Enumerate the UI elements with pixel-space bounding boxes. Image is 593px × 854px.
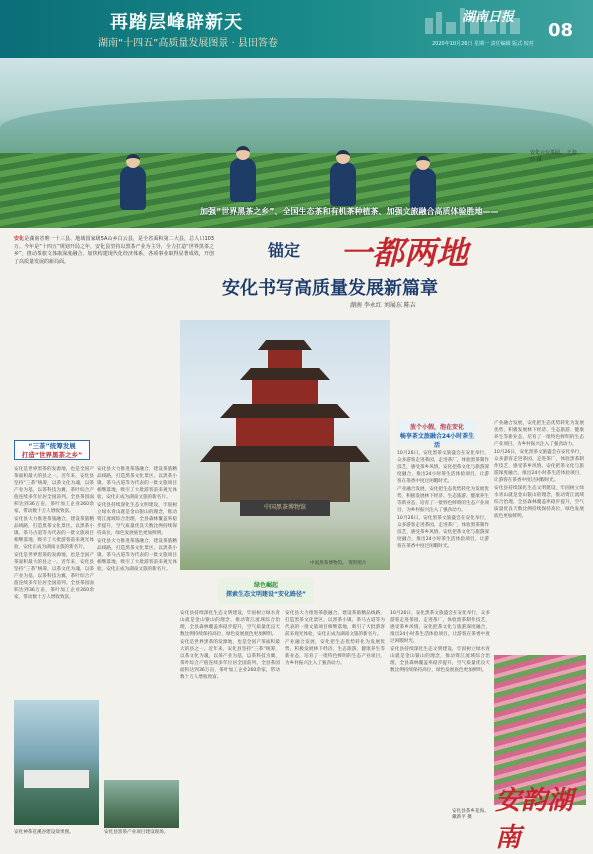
column-text: 产业融合发展，安化把生态优势转化为发展优势，积极发展林下经济、生态旅游、健康养生等新业态，培育了一批特色鲜明的生态产业项目，为乡村振兴注入了强劲动力。 <box>397 487 489 513</box>
column-text: 产业融合发展，安化把生态优势转化为发展优势，积极发展林下经济、生态旅游、健康养生等新业态，培育了一批特色鲜明的生态产业项目，为乡村振兴注入了强劲动力。 <box>494 421 584 447</box>
issue-meta: 2020年10月26日 星期一 责任编辑 版式 校对 <box>432 41 534 47</box>
bottom-mid-caption: 安化县黑茶产业项目建设现场。 <box>104 830 169 835</box>
column-text: 安化县持续深化生态文明建设，牢固树立绿水青山就是金山银山的理念，推动资江流域综合治理，全县森林覆盖率稳步提升，空气质量优良天数比例持续保持高位，绿色发展底色更加鲜明。 <box>494 486 584 519</box>
column-text: 10月26日，安化黑茶文旅盛会在安化举行，众多游客走进茶园、走进茶厂，体验黑茶制作技艺，感受茶乡风情。安化把茶文化与旅游深度融合，推出24小时茶生活体验项目，让游客在茶香中度过闲暇时光。 <box>390 611 490 644</box>
column-text: 安化县持续深化生态文明建设，牢固树立绿水青山就是金山银山的理念，推动资江流域综合治理，全县森林覆盖率稳步提升，空气质量优良天数比例持续保持高位，绿色发展底色更加鲜明。 <box>97 503 177 536</box>
column-text: 安化县大力推进茶旅融合，建设茶旅精品线路，打造黑茶文化景区。以黑茶小镇、茶马古道等为代表的一批文旅项目相继落地，吸引了大批游客前来观光体验，安化正成为湖南文旅的新名片。 <box>14 517 94 550</box>
column-text: 安化县大力推进茶旅融合，建设茶旅精品线路，打造黑茶文化景区。以黑茶小镇、茶马古道等为代表的一批文旅项目相继落地，吸引了大批游客前来观光体验，安化正成为湖南文旅的新名片。 <box>97 467 177 500</box>
subhead-3-line1: 绿色崛起 <box>253 582 278 589</box>
bottom-left-caption: 安化神茶花溪谷建设效果图。 <box>14 830 74 835</box>
tea-picker-figure <box>230 158 256 202</box>
article-column-6 <box>285 610 385 810</box>
hero-overlay-text: 加强“世界黑茶之乡”、全国生态茶和有机茶种植茶、加强文旅融合高质体验胜地—— <box>200 207 499 216</box>
dam-shape <box>24 770 89 788</box>
subhead-tag-2 <box>397 420 477 449</box>
column-text: 安化县持续深化生态文明建设，牢固树立绿水青山就是金山银山的理念，推动资江流域综合治理，全县森林覆盖率稳步提升，空气质量优良天数比例持续保持高位，绿色发展底色更加鲜明。 <box>180 611 280 637</box>
column-text: 产业融合发展，安化把生态优势转化为发展优势，积极发展林下经济、生态旅游、健康养生等新业态，培育了一批特色鲜明的生态产业项目，为乡村振兴注入了强劲动力。 <box>285 640 385 666</box>
newspaper-logo: 湖南日报 <box>462 10 515 25</box>
hero-caption: 安化云台茶园。 王劲玲 摄 <box>530 150 577 163</box>
section-title: 再踏层峰辟新天 <box>110 12 243 33</box>
subhead-tag-3 <box>218 578 314 604</box>
roof-shape <box>258 340 312 350</box>
headline-prefix: 锚定 <box>268 241 301 260</box>
section-subtitle: 湖南“十四五”高质量发展图景 · 县田答卷 <box>98 38 278 49</box>
subhead-1-line2: 打造“世界黑茶之乡” <box>21 451 83 459</box>
wall-shape <box>236 418 334 446</box>
column-text: 10月26日，安化黑茶文旅盛会在安化举行，众多游客走进茶园、走进茶厂，体验黑茶制作技艺，感受茶乡风情。安化把茶文化与旅游深度融合，推出24小时茶生活体验项目，让游客在茶香中度过闲暇时光。 <box>397 516 489 549</box>
wall-shape <box>252 380 318 404</box>
article-column-5 <box>180 610 280 810</box>
page-number: 08 <box>548 20 574 41</box>
column-text: 10月26日，安化黑茶文旅盛会在安化举行，众多游客走进茶园、走进茶厂，体验黑茶制作技艺，感受茶乡风情。安化把茶文化与旅游深度融合，推出24小时茶生活体验项目，让游客在茶香中度过闲暇时光。 <box>397 451 489 484</box>
hero-photo-tea-garden <box>0 58 593 228</box>
roof-shape <box>240 368 330 380</box>
tea-picker-figure <box>330 162 356 206</box>
wall-shape <box>268 350 302 368</box>
column-text: 安化县持续深化生态文明建设，牢固树立绿水青山就是金山银山的理念，推动资江流域综合治理，全县森林覆盖率稳步提升，空气质量优良天数比例持续保持高位，绿色发展底色更加鲜明。 <box>390 647 490 673</box>
lead-paragraph <box>14 236 214 266</box>
lead-dropcap: 安化 <box>14 236 25 242</box>
masthead <box>0 0 593 58</box>
column-text: 安化是世界黑茶的发源地，也是全国产茶面积最大的县之一。近年来，安化县坚持“三茶”统筹，以茶文化为魂，以茶产业为基，以茶科技为翼，茶叶综合产值连续多年位居全国前列。全县茶园面积达到36万亩，茶叶加工企业260余家，带动数十万人增收致富。 <box>14 553 94 600</box>
tea-picker-figure <box>120 166 146 210</box>
headline-calligraphy: 一都两地 <box>340 234 469 272</box>
base-building <box>220 462 350 502</box>
subhead-tag-1 <box>14 440 90 460</box>
article-column-2 <box>97 466 177 766</box>
roof-shape <box>200 446 370 462</box>
project-photo <box>104 780 179 828</box>
byline: 湖南 李永红 刘展东 陈吉 <box>350 302 416 309</box>
mountain-shape <box>0 98 593 158</box>
subhead-2-line2: 畅享茶文旅融合24小时茶生活 <box>399 433 475 449</box>
headline-subtitle: 安化书写高质量发展新篇章 <box>222 278 438 299</box>
article-column-4 <box>494 420 584 650</box>
subhead-1-line1: “三茶”统筹发展 <box>28 442 76 450</box>
article-column-7 <box>390 610 490 810</box>
pavilion-photo <box>180 320 390 570</box>
column-text: 安化县大力推进茶旅融合，建设茶旅精品线路，打造黑茶文化景区。以黑茶小镇、茶马古道等为代表的一批文旅项目相继落地，吸引了大批游客前来观光体验，安化正成为湖南文旅的新名片。 <box>97 539 177 572</box>
headline-block <box>220 228 593 313</box>
column-logo-stamp: 安韵湖南 <box>495 786 574 853</box>
bottom-right-caption: 安化县茶乡花海。 戴新平 摄 <box>452 809 489 820</box>
column-text: 安化是世界黑茶的发源地，也是全国产茶面积最大的县之一。近年来，安化县坚持“三茶”统筹，以茶文化为魂，以茶产业为基，以茶科技为翼，茶叶综合产值连续多年位居全国前列。全县茶园面积达到36万亩，茶叶加工企业260余家，带动数十万人增收致富。 <box>14 467 94 514</box>
museum-sign: 中国黑茶博物馆 <box>240 500 330 516</box>
subhead-3-line2: 探索生态文明建设“安化路径” <box>226 591 306 598</box>
column-text: 安化是世界黑茶的发源地，也是全国产茶面积最大的县之一。近年来，安化县坚持“三茶”统筹，以茶文化为魂，以茶产业为基，以茶科技为翼，茶叶综合产值连续多年位居全国前列。全县茶园面积达到36万亩，茶叶加工企业260余家，带动数十万人增收致富。 <box>180 640 280 680</box>
subhead-2-line1: 放个小假，泡在安化 <box>409 424 464 431</box>
column-text: 安化县大力推进茶旅融合，建设茶旅精品线路，打造黑茶文化景区。以黑茶小镇、茶马古道等为代表的一批文旅项目相继落地，吸引了大批游客前来观光体验，安化正成为湖南文旅的新名片。 <box>285 611 385 637</box>
dam-photo <box>14 700 99 825</box>
column-text: 10月26日，安化黑茶文旅盛会在安化举行，众多游客走进茶园、走进茶厂，体验黑茶制作技艺，感受茶乡风情。安化把茶文化与旅游深度融合，推出24小时茶生活体验项目，让游客在茶香中度过闲暇时光。 <box>494 450 584 483</box>
pavilion-caption: 中国黑茶博物馆。 资料照片 <box>310 561 367 566</box>
lead-text: 是湖南省唯一十三县、地域国家级5A山乡白云县，是全省面积第二大县，总人口103万。今年是“十四五”规划开局之年，安化县坚持以黑茶产业为主导，全力打造“世界黑茶之乡”，推动茶旅文体康深度融合，加快构建现代化经济体系，各项事业取得显著成效，开创了高质量发展的新局面。 <box>14 236 214 265</box>
roof-shape <box>220 404 350 418</box>
